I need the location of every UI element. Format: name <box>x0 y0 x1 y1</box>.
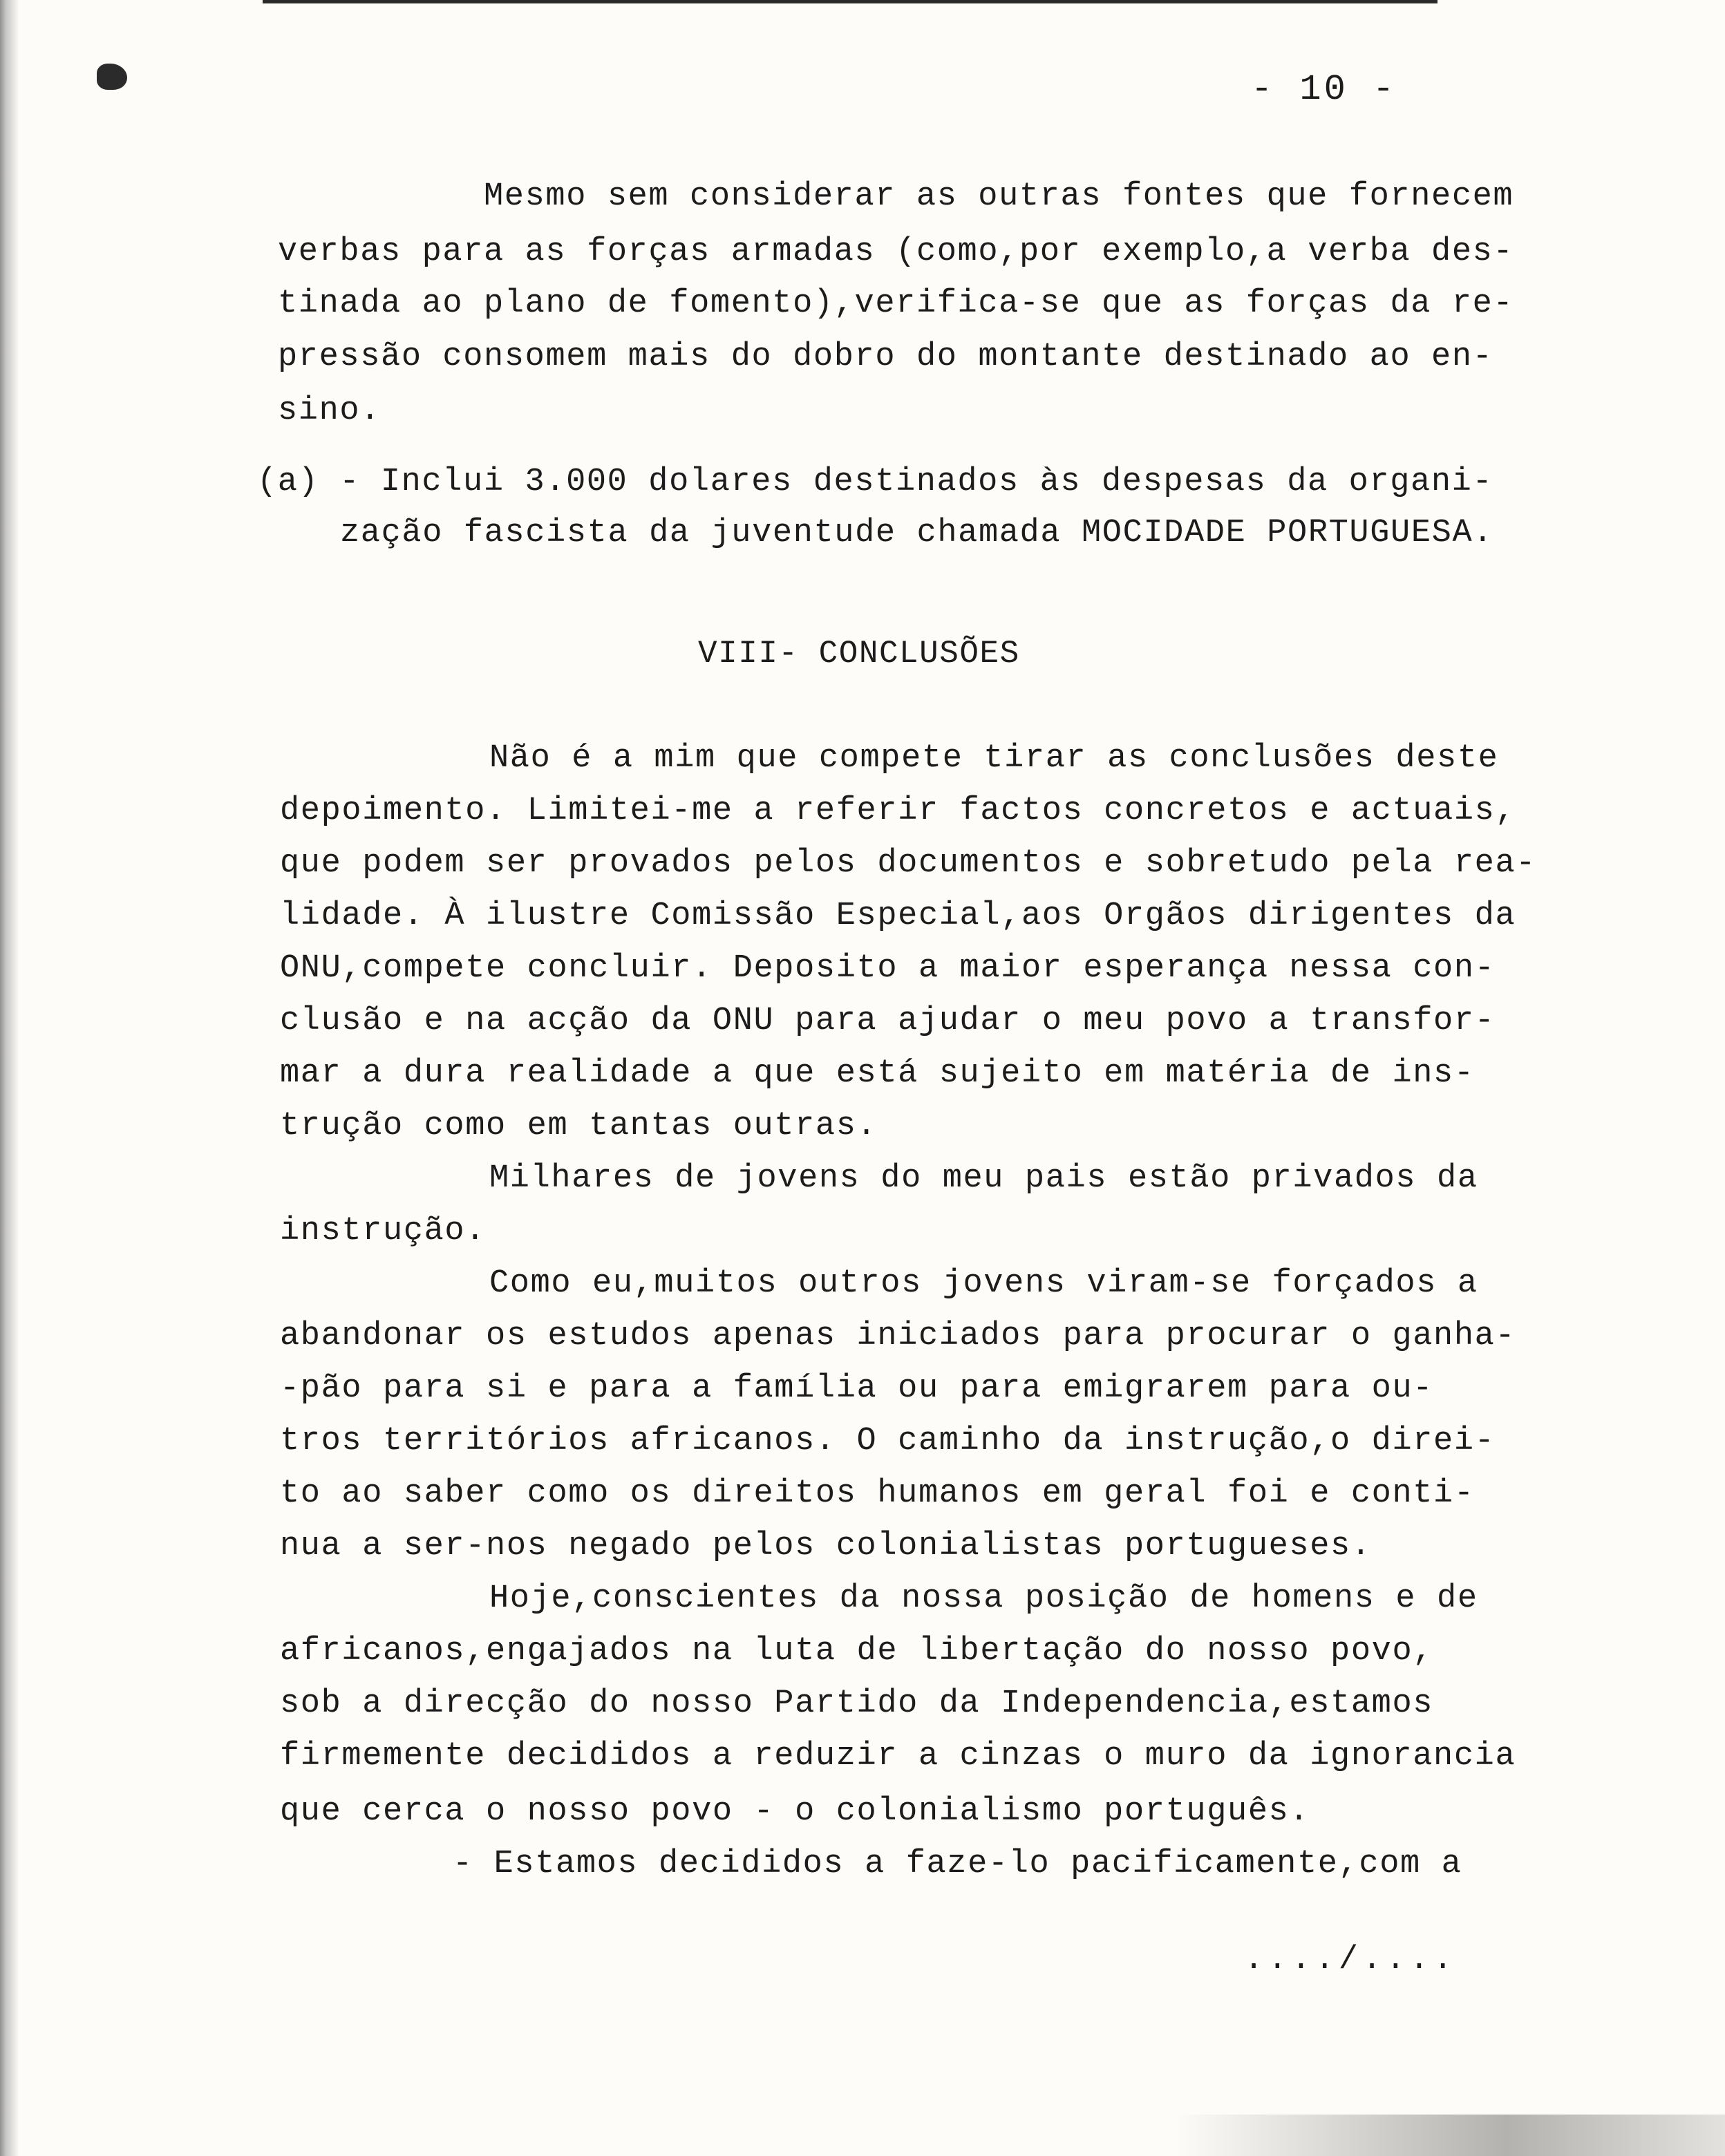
body-line: Mesmo sem considerar as outras fontes que fornecem <box>484 178 1514 215</box>
continuation-mark: ..../.... <box>1244 1942 1457 1978</box>
body-line: Não é a mim que compete tirar as conclusões deste <box>489 740 1499 777</box>
footnote-line: zação fascista da juventude chamada MOCIDADE PORTUGUESA. <box>340 515 1494 551</box>
body-line: lidade. À ilustre Comissão Especial,aos Orgãos dirigentes da <box>280 898 1516 934</box>
body-line: tros territórios africanos. O caminho da instrução,o direi- <box>280 1423 1496 1459</box>
body-line: sob a direcção do nosso Partido da Independencia,estamos <box>280 1685 1434 1722</box>
scan-left-edge <box>0 0 19 2156</box>
body-line: sino. <box>278 393 381 429</box>
body-line: abandonar os estudos apenas iniciados para procurar o ganha- <box>280 1318 1516 1354</box>
body-line: -pão para si e para a família ou para emigrarem para ou- <box>280 1370 1434 1407</box>
body-line: Hoje,conscientes da nossa posição de homens e de <box>489 1580 1478 1617</box>
body-line: que podem ser provados pelos documentos e sobretudo pela rea- <box>280 845 1537 882</box>
body-line: mar a dura realidade a que está sujeito em matéria de ins- <box>280 1055 1475 1092</box>
ink-smudge <box>97 64 127 90</box>
body-line: trução como em tantas outras. <box>280 1108 878 1144</box>
scan-bottom-noise <box>1175 2115 1725 2156</box>
body-line: ONU,compete concluir. Deposito a maior esperança nessa con- <box>280 950 1496 987</box>
body-line: verbas para as forças armadas (como,por exemplo,a verba des- <box>278 234 1514 270</box>
body-line: - Estamos decididos a faze-lo pacificamente,com a <box>453 1846 1462 1882</box>
body-line: africanos,engajados na luta de libertação do nosso povo, <box>280 1633 1434 1670</box>
body-line: pressão consomem mais do dobro do montante destinado ao en- <box>278 339 1493 375</box>
body-line: nua a ser-nos negado pelos colonialistas portugueses. <box>280 1528 1372 1564</box>
body-line: clusão e na acção da ONU para ajudar o meu povo a transfor- <box>280 1003 1496 1039</box>
footnote-line: (a) - Inclui 3.000 dolares destinados às despesas da organi- <box>257 464 1493 500</box>
section-heading: VIII- CONCLUSÕES <box>698 636 1020 672</box>
body-line: Como eu,muitos outros jovens viram-se forçados a <box>489 1265 1478 1302</box>
page-number: - 10 - <box>1251 69 1397 110</box>
body-line: depoimento. Limitei-me a referir factos concretos e actuais, <box>280 793 1516 829</box>
scan-top-edge <box>263 0 1438 3</box>
body-line: to ao saber como os direitos humanos em geral foi e conti- <box>280 1475 1475 1512</box>
body-line: tinada ao plano de fomento),verifica-se que as forças da re- <box>278 285 1514 322</box>
body-line: instrução. <box>280 1213 487 1249</box>
body-line: que cerca o nosso povo - o colonialismo português. <box>280 1793 1310 1830</box>
body-line: Milhares de jovens do meu pais estão privados da <box>489 1160 1478 1197</box>
body-line: firmemente decididos a reduzir a cinzas o muro da ignorancia <box>280 1738 1516 1775</box>
